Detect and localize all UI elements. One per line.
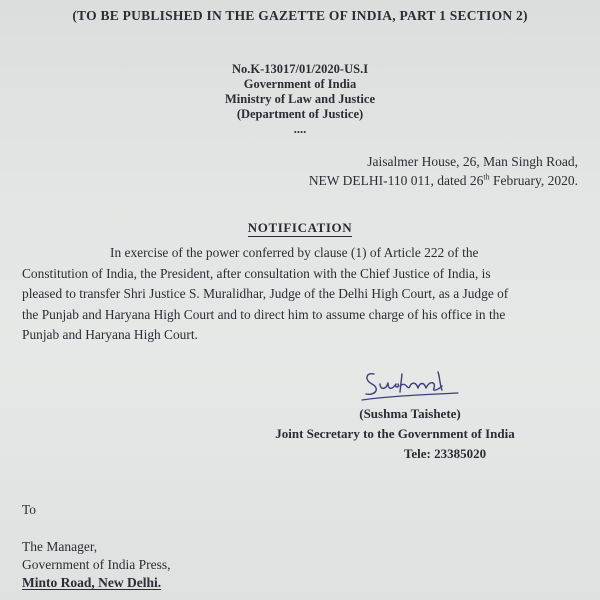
- government-name: Government of India: [243, 77, 357, 91]
- department-name: (Department of Justice): [236, 107, 364, 121]
- body-line: Punjab and Haryana High Court.: [22, 327, 198, 342]
- ministry-name: Ministry of Law and Justice: [225, 92, 375, 106]
- recipient-address: Minto Road, New Delhi.: [22, 575, 162, 590]
- address-city-date: NEW DELHI-110 011, dated 26: [308, 173, 484, 188]
- file-number: No.K-13017/01/2020-US.I: [231, 62, 369, 76]
- address-line-2: [309, 171, 578, 190]
- notification-title-text: NOTIFICATION: [247, 220, 353, 235]
- to-label: To: [22, 502, 37, 517]
- separator-dots: ....: [293, 122, 307, 136]
- signatory-block: [230, 404, 560, 464]
- recipient-block: [22, 538, 170, 592]
- address-block: [309, 152, 578, 190]
- body-line: Constitution of India, the President, after consultation with the Chief Justice of India, is: [22, 265, 491, 281]
- body-line: In exercise of the power conferred by clause (1) of Article 222 of the: [110, 245, 479, 260]
- signature-underline: [362, 393, 458, 400]
- handwritten-signature: [360, 368, 460, 404]
- address-date-suffix: February, 2020.: [489, 173, 578, 188]
- notification-body: [22, 243, 592, 346]
- notification-title: [0, 220, 600, 236]
- body-line: pleased to transfer Shri Justice S. Muralidhar, Judge of the Delhi High Court, as a Judge of: [22, 286, 509, 301]
- date-ordinal: th: [483, 172, 490, 182]
- gazette-header: (TO BE PUBLISHED IN THE GAZETTE OF INDIA, PART 1 SECTION 2): [72, 8, 528, 23]
- address-line-1: Jaisalmer House, 26, Man Singh Road,: [367, 154, 578, 169]
- signatory-name: (Sushma Taishete): [359, 406, 461, 421]
- signature-stroke: [366, 372, 442, 394]
- recipient-title: The Manager,: [22, 539, 98, 554]
- recipient-office: Government of India Press,: [22, 557, 171, 572]
- signatory-designation: Joint Secretary to the Government of India: [275, 426, 515, 441]
- signatory-telephone: Tele: 23385020: [403, 446, 487, 461]
- body-line: the Punjab and Haryana High Court and to direct him to assume charge of his office in the: [22, 306, 506, 322]
- reference-block: [150, 62, 450, 137]
